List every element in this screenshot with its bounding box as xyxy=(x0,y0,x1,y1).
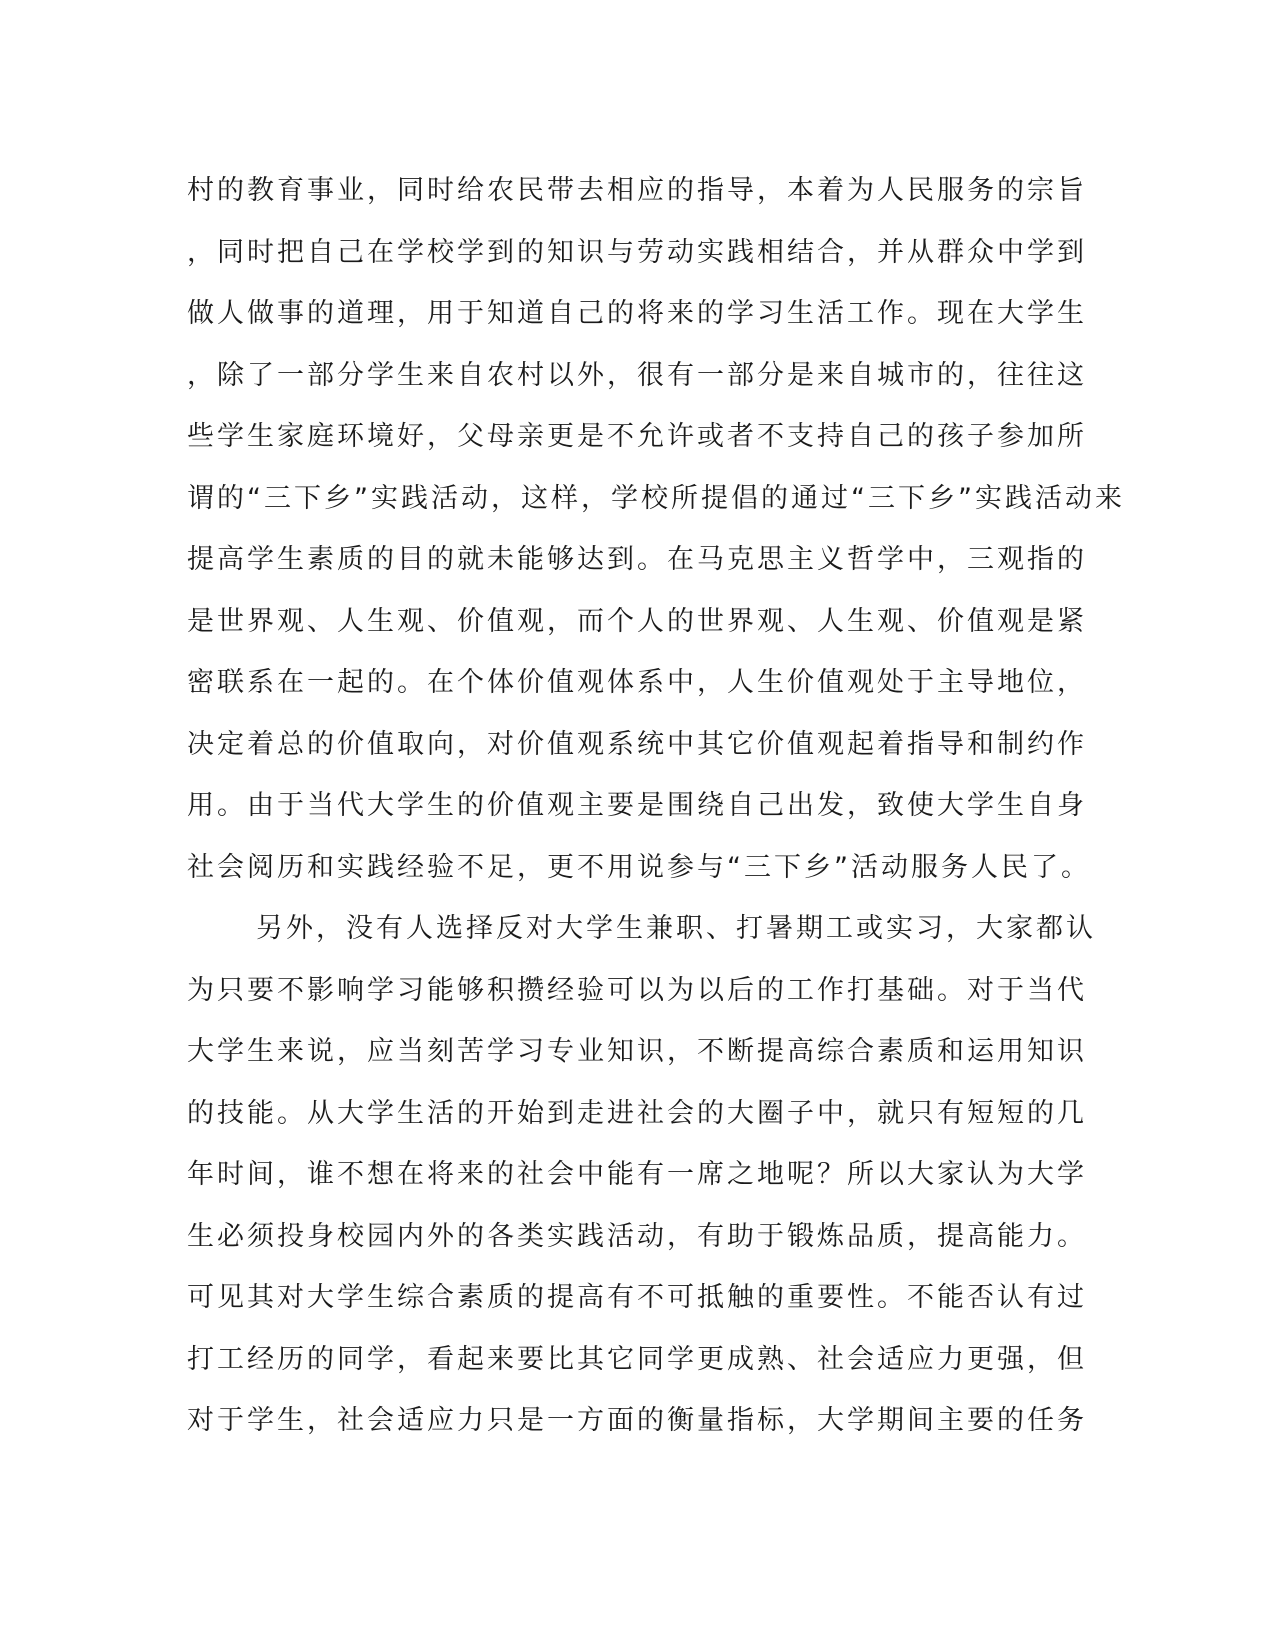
text-line: 村的教育事业，同时给农民带去相应的指导，本着为人民服务的宗旨 xyxy=(187,175,1087,206)
text-line: 对于学生，社会适应力只是一方面的衡量指标，大学期间主要的任务 xyxy=(187,1405,1087,1436)
text-line: 年时间，谁不想在将来的社会中能有一席之地呢？所以大家认为大学 xyxy=(187,1159,1087,1190)
text-line: 为只要不影响学习能够积攒经验可以为以后的工作打基础。对于当代 xyxy=(187,974,1087,1006)
text-line: 用。由于当代大学生的价值观主要是围绕自己出发，致使大学生自身 xyxy=(187,790,1087,821)
body-text xyxy=(187,160,1125,1452)
text-line: 谓的“三下乡”实践活动，这样，学校所提倡的通过“三下乡”实践活动来 xyxy=(187,482,1125,514)
text-line: 的技能。从大学生活的开始到走进社会的大圈子中，就只有短短的几 xyxy=(187,1097,1087,1129)
text-line: ，同时把自己在学校学到的知识与劳动实践相结合，并从群众中学到 xyxy=(187,236,1087,268)
paragraph-start-line: 另外，没有人选择反对大学生兼职、打暑期工或实习，大家都认 xyxy=(256,913,1096,944)
text-line: 些学生家庭环境好，父母亲更是不允许或者不支持自己的孩子参加所 xyxy=(187,421,1087,452)
text-line: 生必须投身校园内外的各类实践活动，有助于锻炼品质，提高能力。 xyxy=(187,1220,1087,1252)
text-line: 社会阅历和实践经验不足，更不用说参与“三下乡”活动服务人民了。 xyxy=(187,851,1091,883)
text-line: ，除了一部分学生来自农村以外，很有一部分是来自城市的，往往这 xyxy=(187,359,1087,391)
text-line: 做人做事的道理，用于知道自己的将来的学习生活工作。现在大学生 xyxy=(187,298,1087,329)
text-line: 决定着总的价值取向，对价值观系统中其它价值观起着指导和制约作 xyxy=(187,728,1087,760)
text-line: 提高学生素质的目的就未能够达到。在马克思主义哲学中，三观指的 xyxy=(187,544,1087,575)
text-line: 打工经历的同学，看起来要比其它同学更成熟、社会适应力更强，但 xyxy=(187,1343,1087,1375)
text-line: 密联系在一起的。在个体价值观体系中，人生价值观处于主导地位， xyxy=(187,667,1087,698)
text-line: 大学生来说，应当刻苦学习专业知识，不断提高综合素质和运用知识 xyxy=(187,1036,1087,1067)
text-line: 是世界观、人生观、价值观，而个人的世界观、人生观、价值观是紧 xyxy=(187,605,1087,637)
text-line: 可见其对大学生综合素质的提高有不可抵触的重要性。不能否认有过 xyxy=(187,1282,1087,1313)
